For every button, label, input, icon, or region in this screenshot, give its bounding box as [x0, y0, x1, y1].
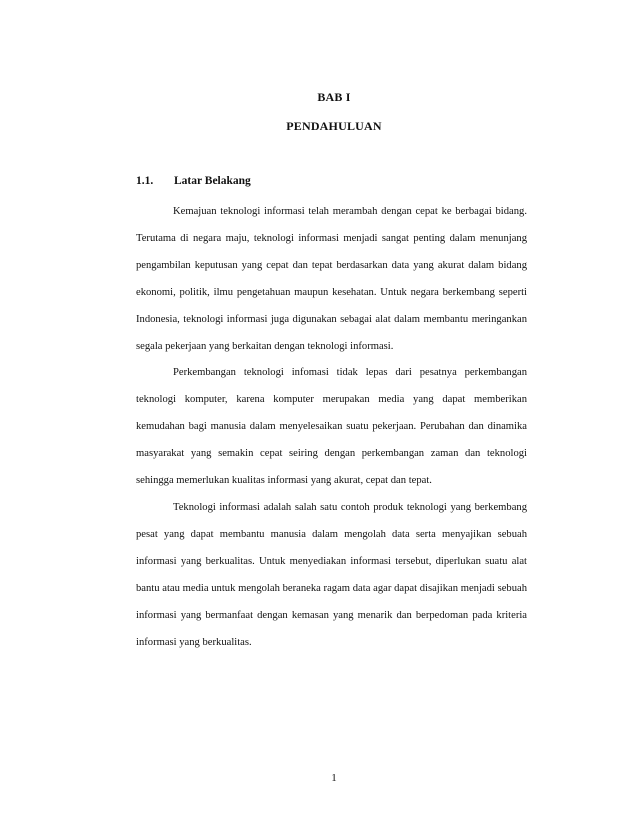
section-number: 1.1.: [136, 175, 154, 187]
section-title: Latar Belakang: [174, 175, 251, 187]
section-heading: [136, 175, 251, 187]
paragraph-2: Perkembangan teknologi infomasi tidak lepas dari pesatnya perkembangan teknologi komputer, karena komputer merupakan media yang dapat memberikan kemudahan bagi manusia dalam menyelesaikan suatu pekerjaan. Perubahan dan dinamika masyarakat yang semakin cepat seiring dengan perkembangan zaman dan teknologi sehingga memerlukan kualitas informasi yang akurat, cepat dan tepat.: [136, 367, 527, 487]
chapter-number: BAB I: [317, 90, 351, 104]
page-number: 1: [331, 772, 337, 784]
chapter-title: PENDAHULUAN: [286, 119, 382, 133]
paragraph-1: Kemajuan teknologi informasi telah merambah dengan cepat ke berbagai bidang. Terutama di negara maju, teknologi informasi menjadi sangat penting dalam menunjang pengambilan keputusan yang cepat dan tepat berdasarkan data yang akurat dalam bidang ekonomi, politik, ilmu pengetahuan maupun kesehatan. Untuk negara berkembang seperti Indonesia, teknologi informasi juga digunakan sebagai alat dalam membantu meringankan segala pekerjaan yang berkaitan dengan teknologi informasi.: [136, 206, 527, 352]
body-text: [136, 199, 527, 656]
paragraph-3: Teknologi informasi adalah salah satu contoh produk teknologi yang berkembang pesat yang dapat membantu manusia dalam mengolah data serta menyajikan sebuah informasi yang berkualitas. Untuk menyediakan informasi tersebut, diperlukan suatu alat bantu atau media untuk mengolah beraneka ragam data agar dapat disajikan menjadi sebuah informasi yang bermanfaat dengan kemasan yang menarik dan berpedoman pada kriteria informasi yang berkualitas.: [136, 501, 527, 648]
